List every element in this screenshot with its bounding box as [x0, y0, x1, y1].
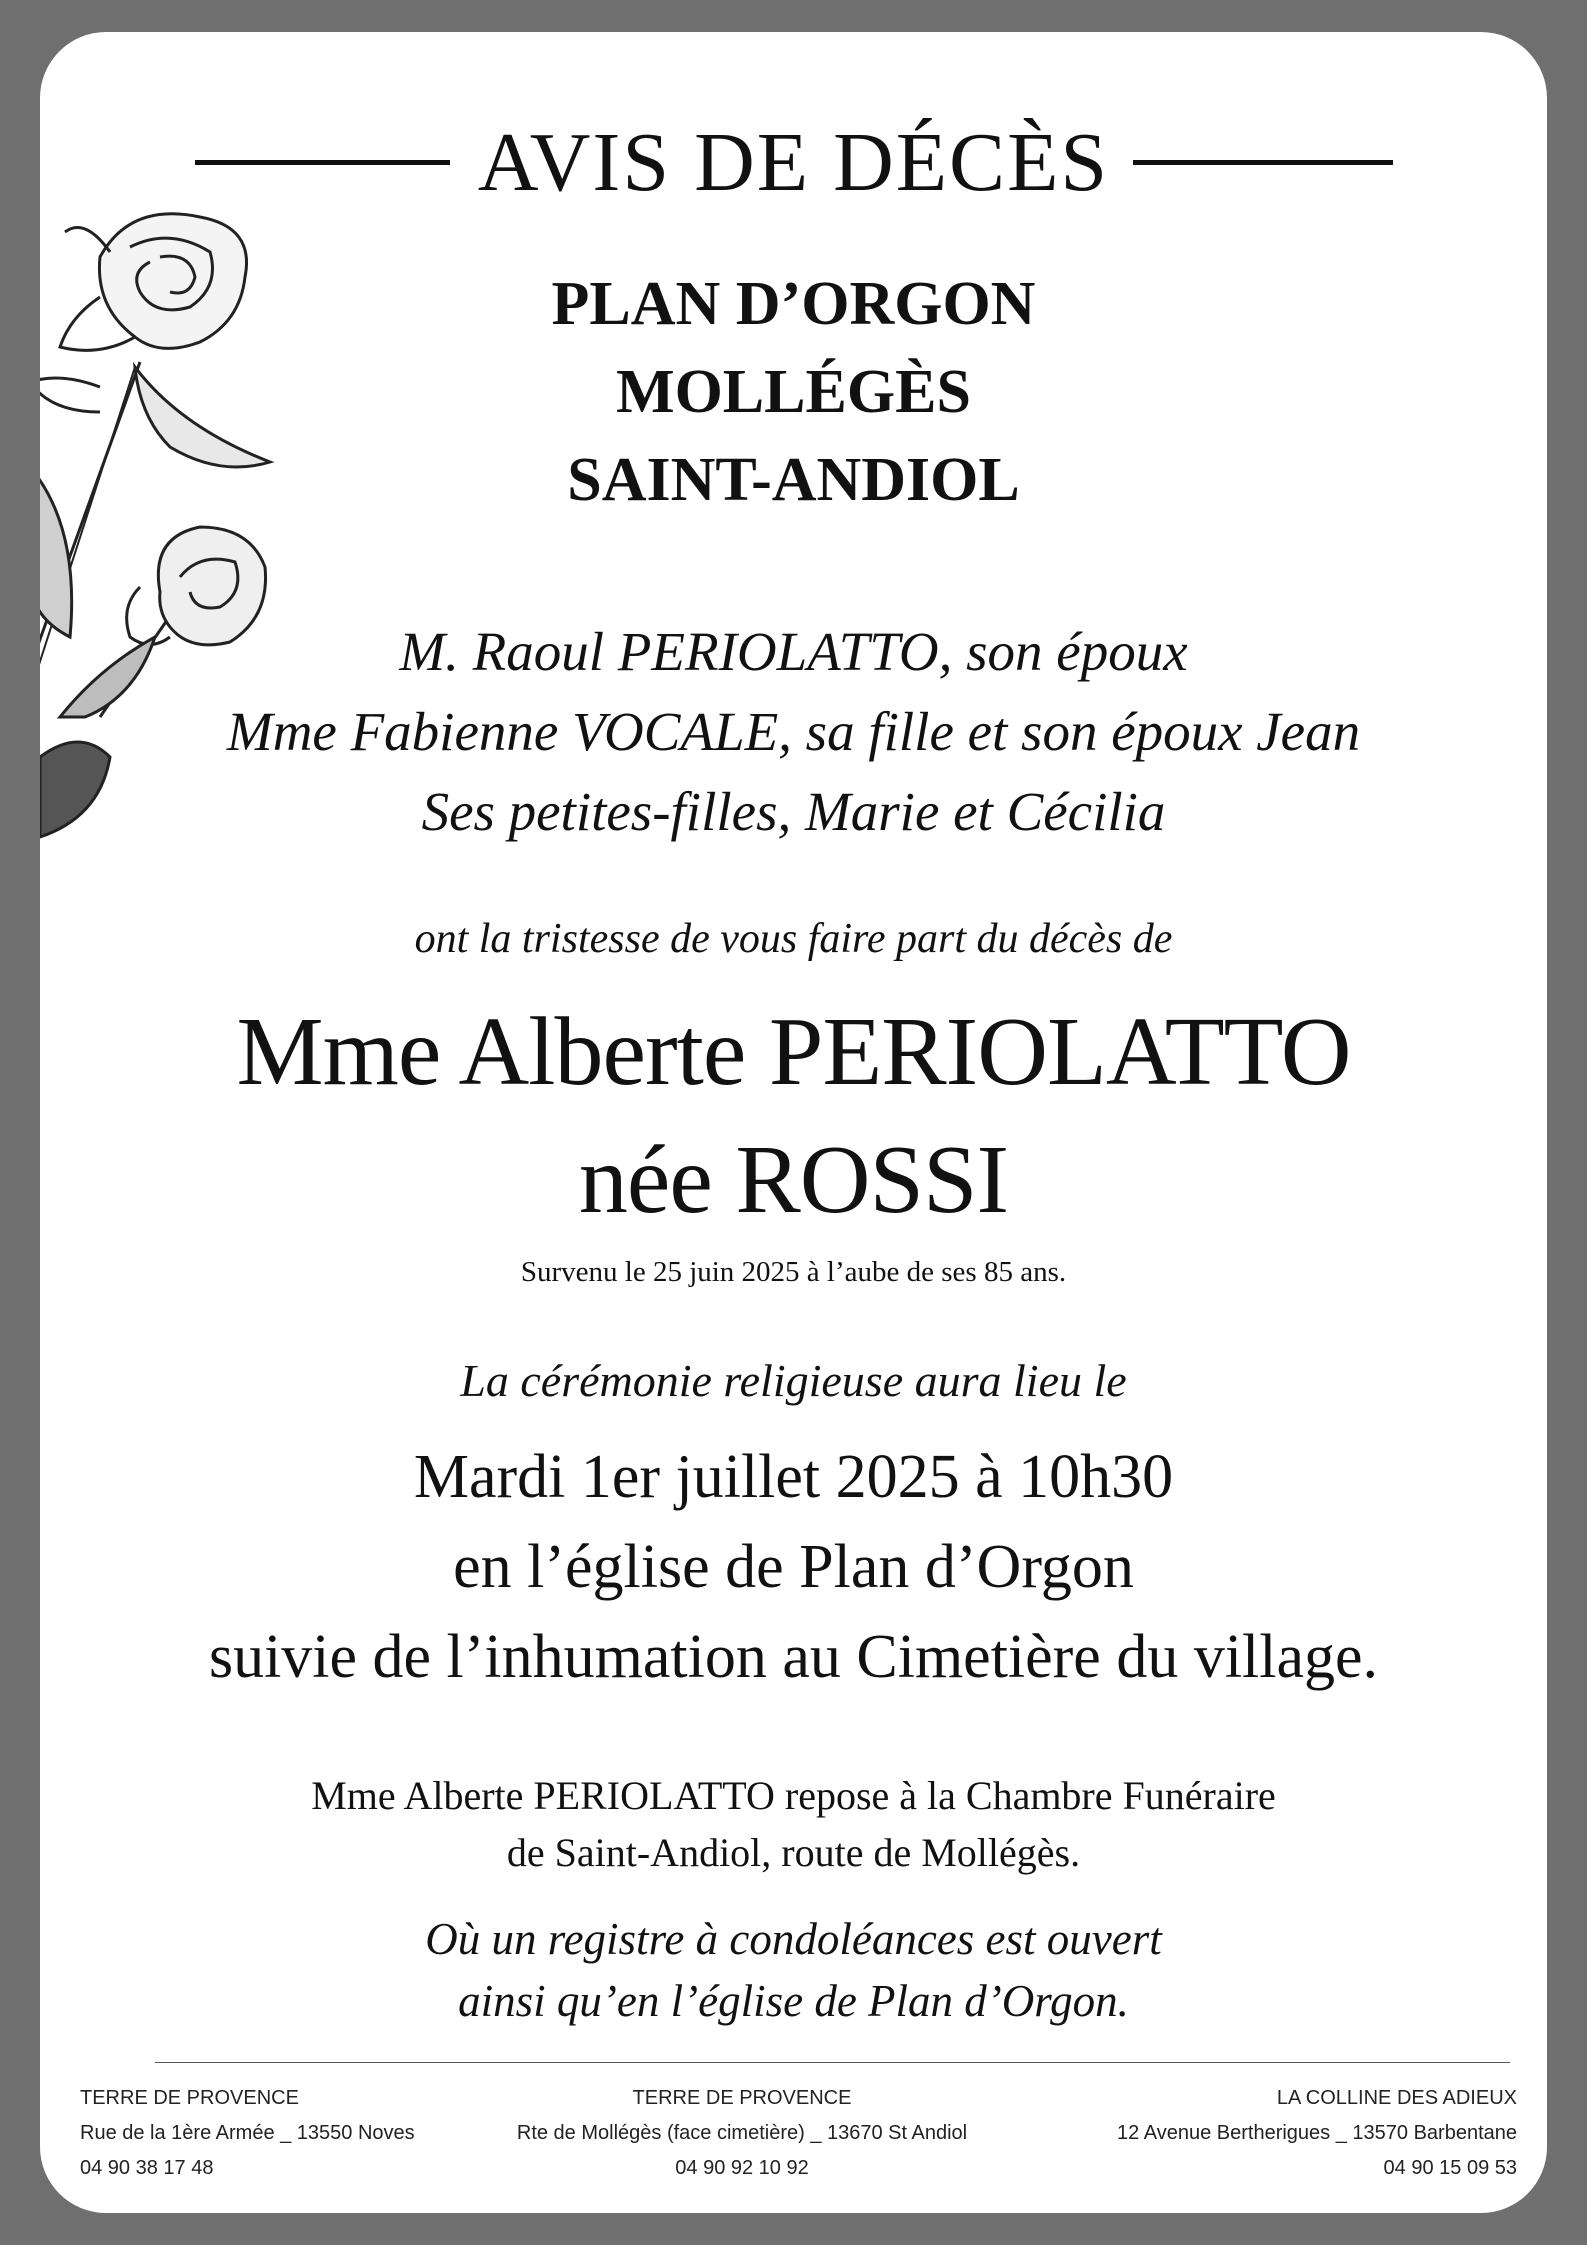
ceremony-details [40, 1432, 1547, 1702]
family-line: Mme Fabienne VOCALE, sa fille et son époux Jean [226, 701, 1361, 762]
deceased-block [40, 988, 1547, 1244]
notice-card [40, 32, 1547, 2213]
agency-phone: 04 90 92 10 92 [675, 2157, 809, 2179]
agency-address: Rte de Mollégès (face cimetière) _ 13670 St Andiol [516, 2122, 968, 2144]
town-item: SAINT-ANDIOL [567, 446, 1020, 514]
burial-info: suivie de l’inhumation au Cimetière du village. [208, 1623, 1379, 1691]
agency-address: 12 Avenue Bertherigues _ 13570 Barbentane [1117, 2122, 1517, 2144]
death-date-text: Survenu le 25 juin 2025 à l’aube de ses 85 ans. [520, 1256, 1067, 1288]
agency-name: LA COLLINE DES ADIEUX [1276, 2087, 1517, 2109]
agency-name: TERRE DE PROVENCE [632, 2087, 852, 2109]
repose-info [40, 1767, 1547, 1881]
agency-phone: 04 90 38 17 48 [80, 2157, 214, 2179]
agency-address: Rue de la 1ère Armée _ 13550 Noves [80, 2122, 415, 2144]
deceased-maiden-name: née ROSSI [578, 1126, 1009, 1234]
agency-phone: 04 90 15 09 53 [1383, 2157, 1517, 2179]
family-list [40, 612, 1547, 852]
agency-name: TERRE DE PROVENCE [80, 2087, 299, 2109]
towns-list [40, 260, 1547, 524]
ceremony-date: Mardi 1er juillet 2025 à 10h30 [413, 1443, 1174, 1511]
family-line: M. Raoul PERIOLATTO, son époux [399, 621, 1188, 682]
footer-agency-barbentane [1117, 2081, 1517, 2186]
ceremony-place: en l’église de Plan d’Orgon [453, 1533, 1134, 1601]
notice-title: AVIS DE DÉCÈS [477, 116, 1110, 209]
announcement-intro: ont la tristesse de vous faire part du décès de [414, 916, 1173, 962]
footer-divider [155, 2062, 1510, 2063]
family-line: Ses petites-filles, Marie et Cécilia [421, 781, 1166, 842]
registry-line: ainsi qu’en l’église de Plan d’Orgon. [458, 1976, 1129, 2026]
repose-line: Mme Alberte PERIOLATTO repose à la Chambre Funéraire [311, 1773, 1276, 1818]
repose-line: de Saint-Andiol, route de Mollégès. [506, 1830, 1081, 1875]
registry-line: Où un registre à condoléances est ouvert [425, 1914, 1162, 1964]
town-item: PLAN D’ORGON [551, 270, 1036, 338]
registry-info [40, 1908, 1547, 2032]
ceremony-intro: La cérémonie religieuse aura lieu le [460, 1355, 1127, 1406]
town-item: MOLLÉGÈS [616, 358, 971, 426]
deceased-name: Mme Alberte PERIOLATTO [236, 998, 1351, 1106]
